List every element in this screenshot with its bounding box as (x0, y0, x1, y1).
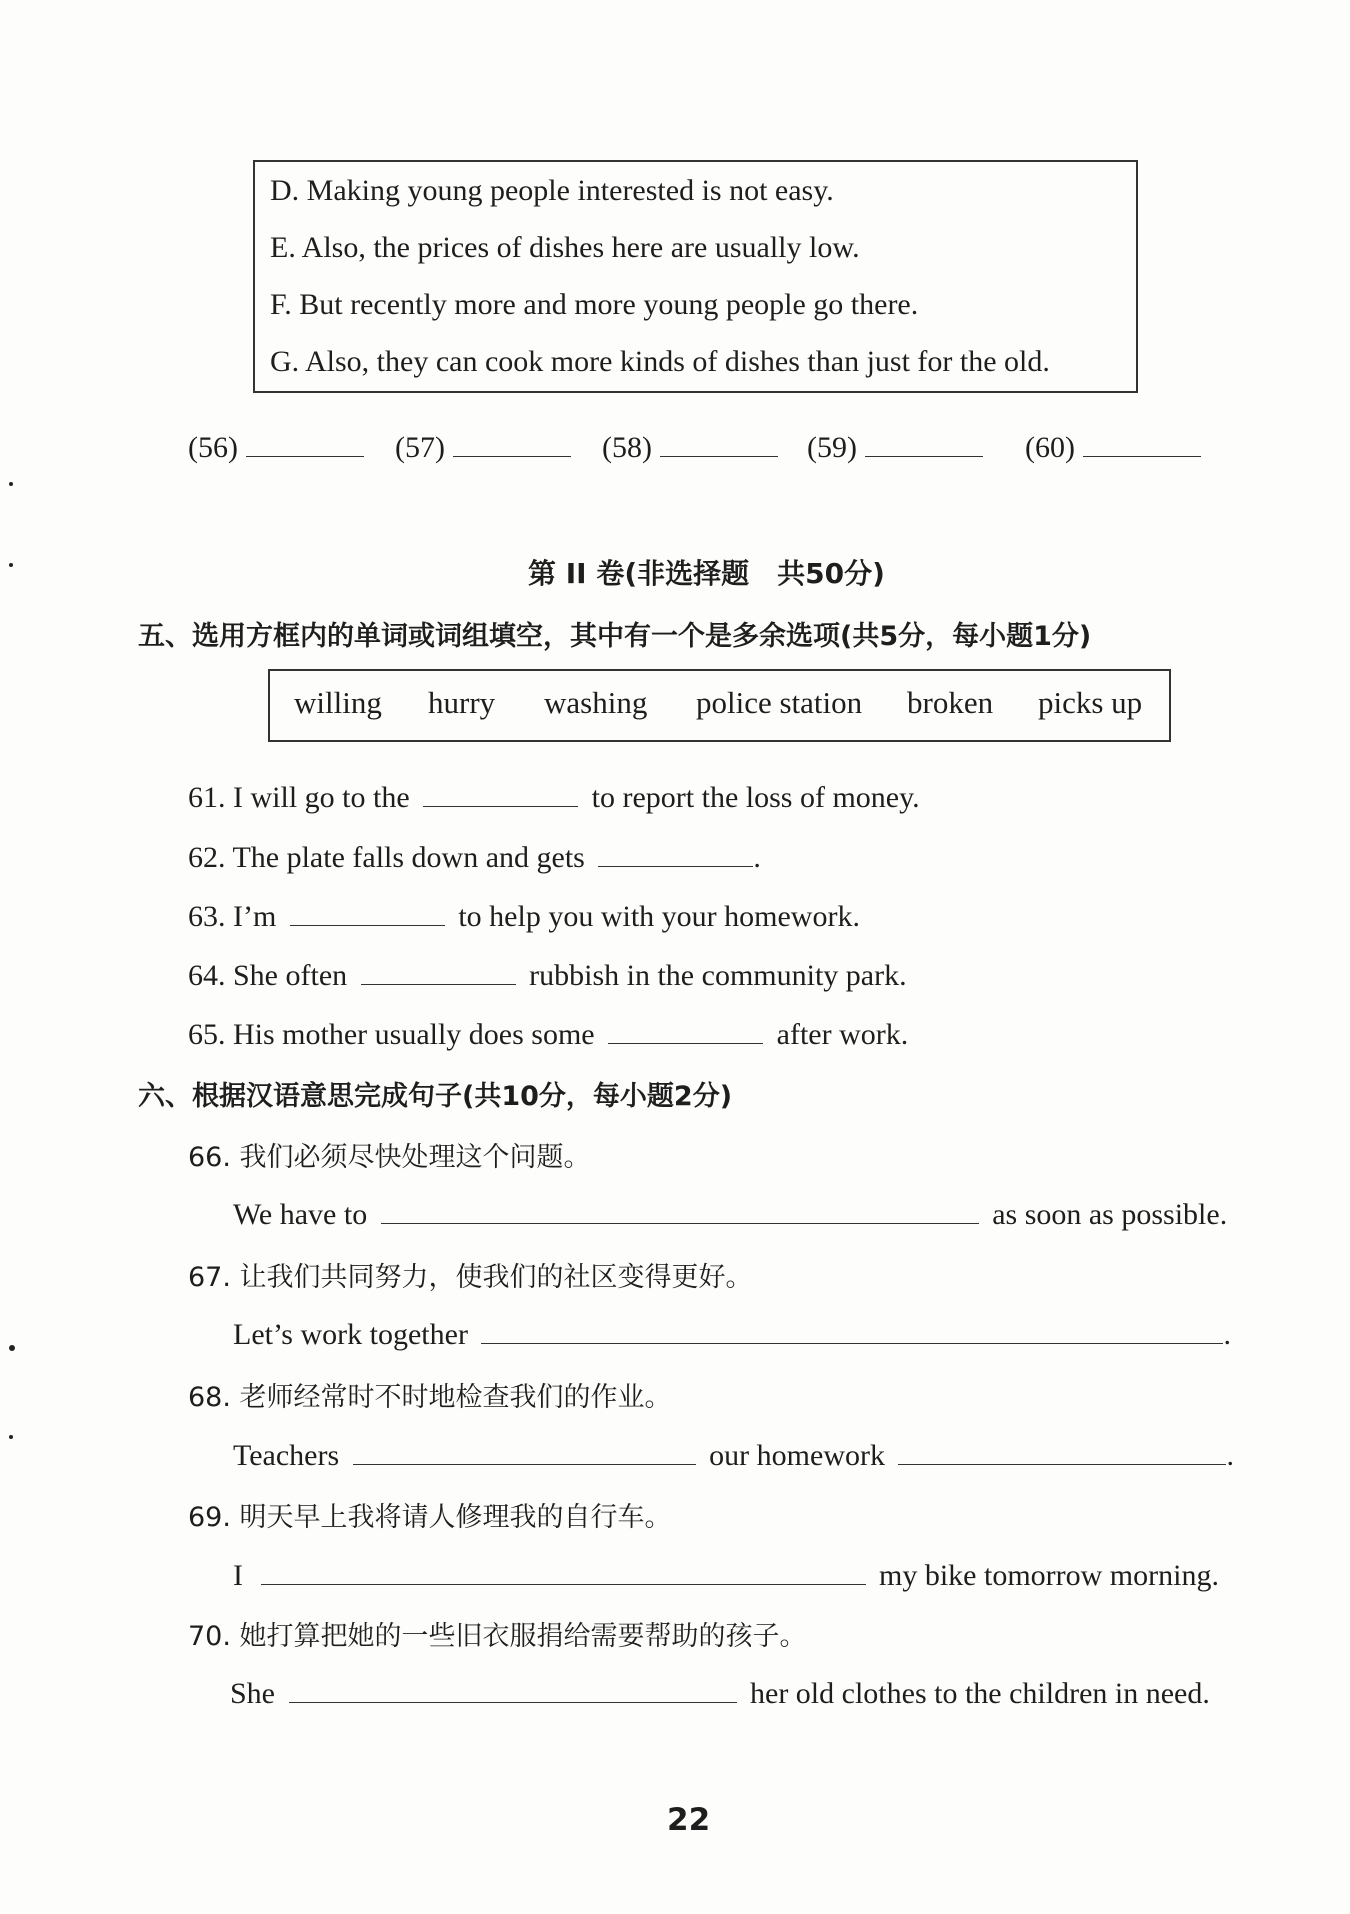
q65-text-a: 65. His mother usually does some (188, 1018, 595, 1051)
answer-label: (59) (807, 431, 857, 464)
q66-chinese: 66. 我们必须尽快处理这个问题。 (188, 1142, 591, 1173)
q63-text-a: 63. I’m (188, 900, 277, 933)
word-hurry: hurry (428, 685, 496, 720)
part5-heading: 五、选用方框内的单词或词组填空，其中有一个是多余选项(共5分，每小题1分) (138, 621, 1092, 652)
question-63 (188, 897, 860, 934)
word-broken: broken (907, 685, 994, 720)
q61-blank[interactable] (423, 778, 578, 807)
q63-text-b: to help you with your homework. (458, 900, 860, 933)
answer-blank[interactable] (453, 428, 571, 457)
question-66 (233, 1195, 1227, 1232)
q66-text-a: We have to (233, 1198, 368, 1231)
question-68 (233, 1436, 1234, 1473)
word-police-station: police station (696, 685, 863, 720)
question-61 (188, 778, 920, 815)
q66-blank[interactable] (381, 1195, 979, 1224)
answer-label: (56) (188, 431, 238, 464)
q63-blank[interactable] (290, 897, 445, 926)
word-washing: washing (544, 685, 648, 720)
answer-58 (602, 428, 778, 465)
q62-text-b: . (753, 841, 761, 874)
q65-blank[interactable] (608, 1015, 763, 1044)
q64-blank[interactable] (361, 956, 516, 985)
answer-blank[interactable] (660, 428, 778, 457)
q67-blank[interactable] (481, 1315, 1223, 1344)
answer-label: (57) (395, 431, 445, 464)
q70-chinese: 70. 她打算把她的一些旧衣服捐给需要帮助的孩子。 (188, 1621, 807, 1652)
question-64 (188, 956, 907, 993)
q69-chinese: 69. 明天早上我将请人修理我的自行车。 (188, 1502, 672, 1533)
scan-mark (9, 1345, 15, 1351)
question-65 (188, 1015, 908, 1052)
q62-blank[interactable] (598, 838, 753, 867)
question-67 (233, 1315, 1231, 1352)
answer-59 (807, 428, 983, 465)
answer-blank[interactable] (865, 428, 983, 457)
q70-text-b: her old clothes to the children in need. (750, 1677, 1210, 1710)
q70-blank[interactable] (289, 1674, 737, 1703)
section-title: 第 II 卷(非选择题 共50分) (528, 557, 885, 590)
q66-text-b: as soon as possible. (992, 1198, 1228, 1231)
q69-text-a: I (233, 1559, 243, 1592)
q69-blank[interactable] (261, 1556, 866, 1585)
options-box (253, 160, 1138, 393)
q67-text-b: . (1223, 1318, 1231, 1351)
word-bank-box (268, 669, 1171, 742)
q69-text-b: my bike tomorrow morning. (879, 1559, 1219, 1592)
option-f: F. But recently more and more young people go there. (270, 288, 919, 321)
question-69 (233, 1556, 1219, 1593)
q64-text-a: 64. She often (188, 959, 348, 992)
question-70 (230, 1674, 1210, 1711)
answer-label: (58) (602, 431, 652, 464)
answer-blank[interactable] (246, 428, 364, 457)
answer-label: (60) (1025, 431, 1075, 464)
question-62 (188, 838, 761, 875)
page-number: 22 (667, 1802, 711, 1838)
part6-heading: 六、根据汉语意思完成句子(共10分，每小题2分) (138, 1081, 733, 1112)
q68-blank-1[interactable] (353, 1436, 696, 1465)
q70-text-a: She (230, 1677, 275, 1710)
q61-text-a: 61. I will go to the (188, 781, 410, 814)
scan-mark (9, 482, 13, 486)
answer-60 (1025, 428, 1201, 465)
q68-blank-2[interactable] (898, 1436, 1226, 1465)
q68-text-b: our homework (709, 1439, 885, 1472)
q64-text-b: rubbish in the community park. (529, 959, 907, 992)
q68-text-c: . (1226, 1439, 1234, 1472)
option-e: E. Also, the prices of dishes here are usually low. (270, 231, 860, 264)
option-d: D. Making young people interested is not easy. (270, 174, 834, 207)
option-g: G. Also, they can cook more kinds of dishes than just for the old. (270, 345, 1050, 378)
answer-56 (188, 428, 364, 465)
q62-text-a: 62. The plate falls down and gets (188, 841, 585, 874)
q68-text-a: Teachers (233, 1439, 340, 1472)
q61-text-b: to report the loss of money. (591, 781, 920, 814)
scan-mark (9, 563, 13, 567)
scan-mark (9, 1435, 13, 1439)
q68-chinese: 68. 老师经常时不时地检查我们的作业。 (188, 1382, 672, 1413)
answer-57 (395, 428, 571, 465)
q67-chinese: 67. 让我们共同努力，使我们的社区变得更好。 (188, 1262, 753, 1293)
q65-text-b: after work. (776, 1018, 909, 1051)
answer-blank[interactable] (1083, 428, 1201, 457)
q67-text-a: Let’s work together (233, 1318, 468, 1351)
word-willing: willing (294, 685, 382, 720)
word-picks-up: picks up (1038, 685, 1143, 720)
